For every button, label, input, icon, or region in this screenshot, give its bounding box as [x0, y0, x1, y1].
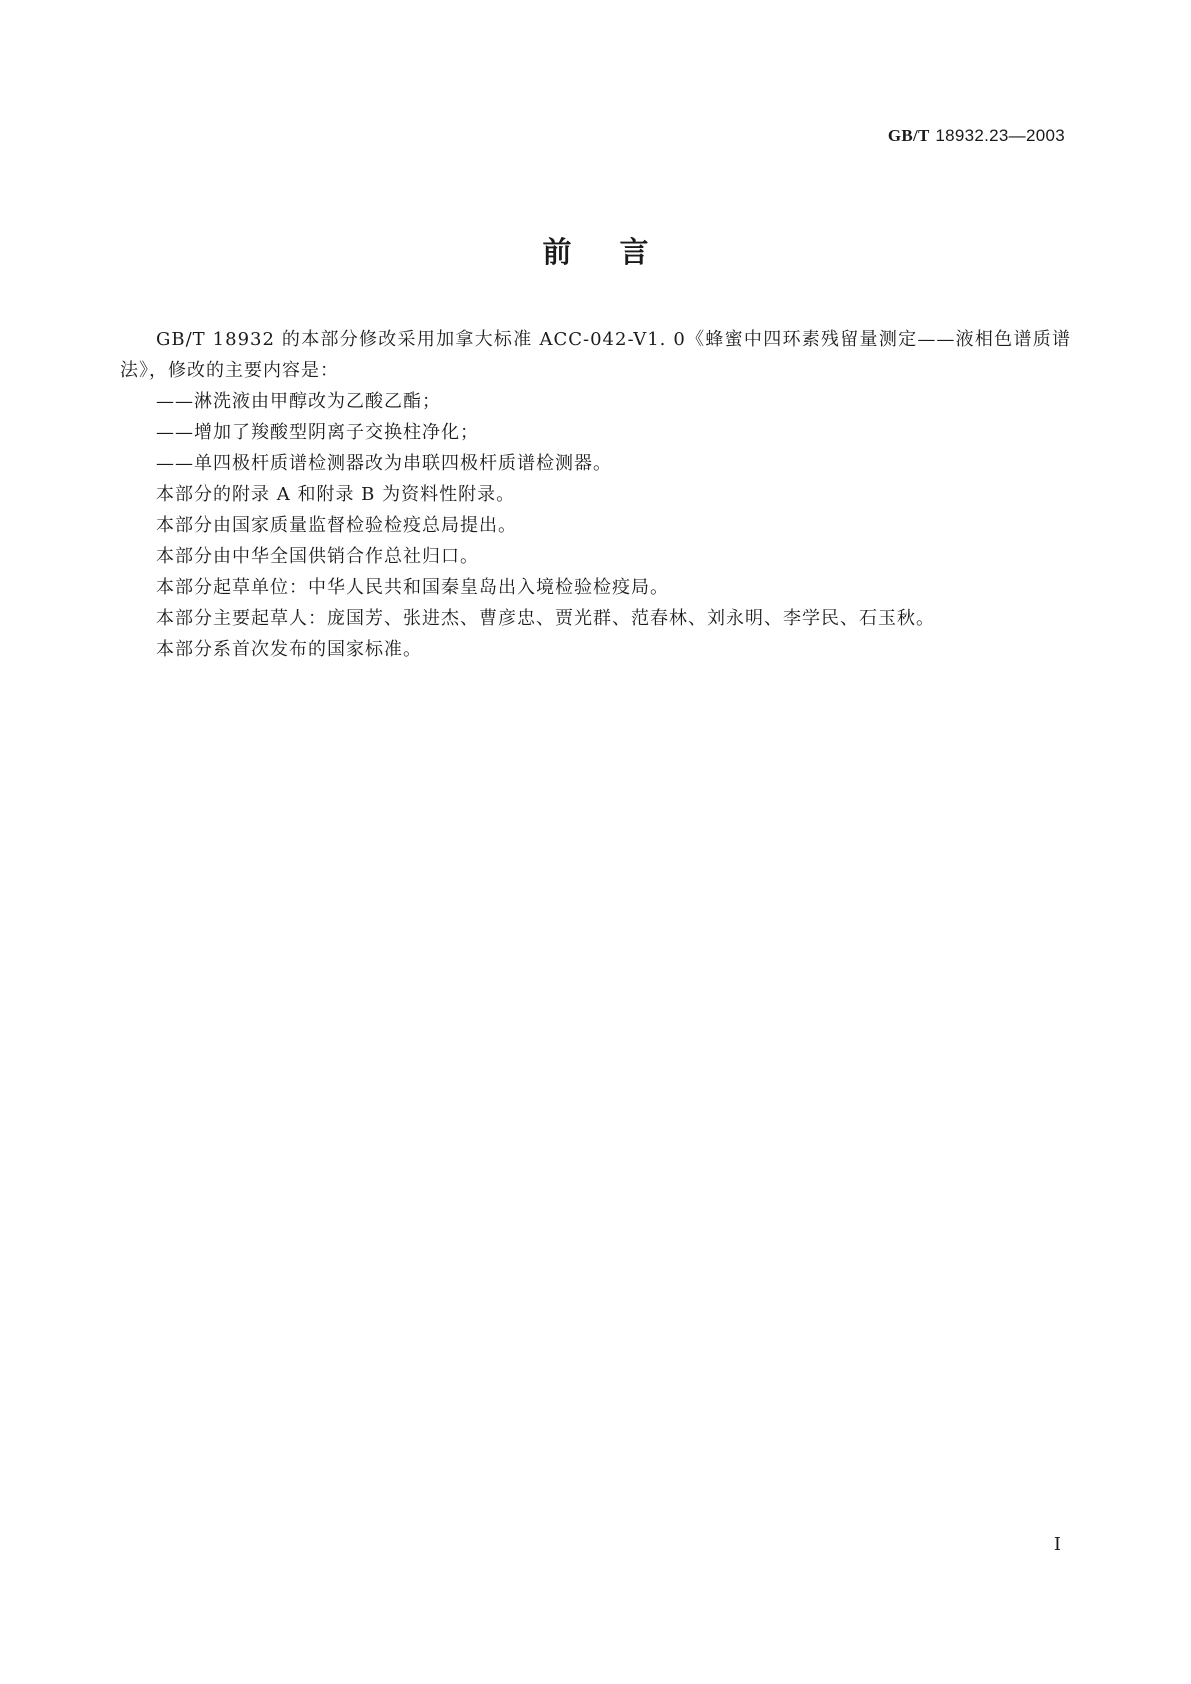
standard-number	[888, 126, 1065, 146]
change-item: ——增加了羧酸型阴离子交换柱净化；	[156, 422, 479, 443]
statement-proposer: 本部分由国家质量监督检验检疫总局提出。	[156, 515, 517, 536]
standard-code: 18932.23—2003	[935, 126, 1065, 145]
statement-administrator: 本部分由中华全国供销合作总社归口。	[156, 546, 479, 567]
change-item: ——单四极杆质谱检测器改为串联四极杆质谱检测器。	[156, 453, 612, 474]
intro-paragraph: GB/T 18932 的本部分修改采用加拿大标准 ACC-042-V1. 0《蜂蜜中四环素残留量测定——液相色谱质谱法》，修改的主要内容是：	[120, 329, 1071, 381]
page-title: 前言	[542, 235, 697, 269]
change-item: ——淋洗液由甲醇改为乙酸乙酯；	[156, 391, 441, 412]
statement-first-release: 本部分系首次发布的国家标准。	[156, 639, 422, 660]
statement-appendix: 本部分的附录 A 和附录 B 为资料性附录。	[156, 484, 516, 505]
foreword-body	[120, 324, 1071, 665]
page-number: I	[1053, 1534, 1061, 1555]
statement-drafting-unit: 本部分起草单位：中华人民共和国秦皇岛出入境检验检疫局。	[156, 577, 669, 598]
statement-drafters: 本部分主要起草人：庞国芳、张进杰、曹彦忠、贾光群、范春林、刘永明、李学民、石玉秋。	[156, 608, 935, 629]
standard-prefix: GB/T	[887, 126, 930, 145]
